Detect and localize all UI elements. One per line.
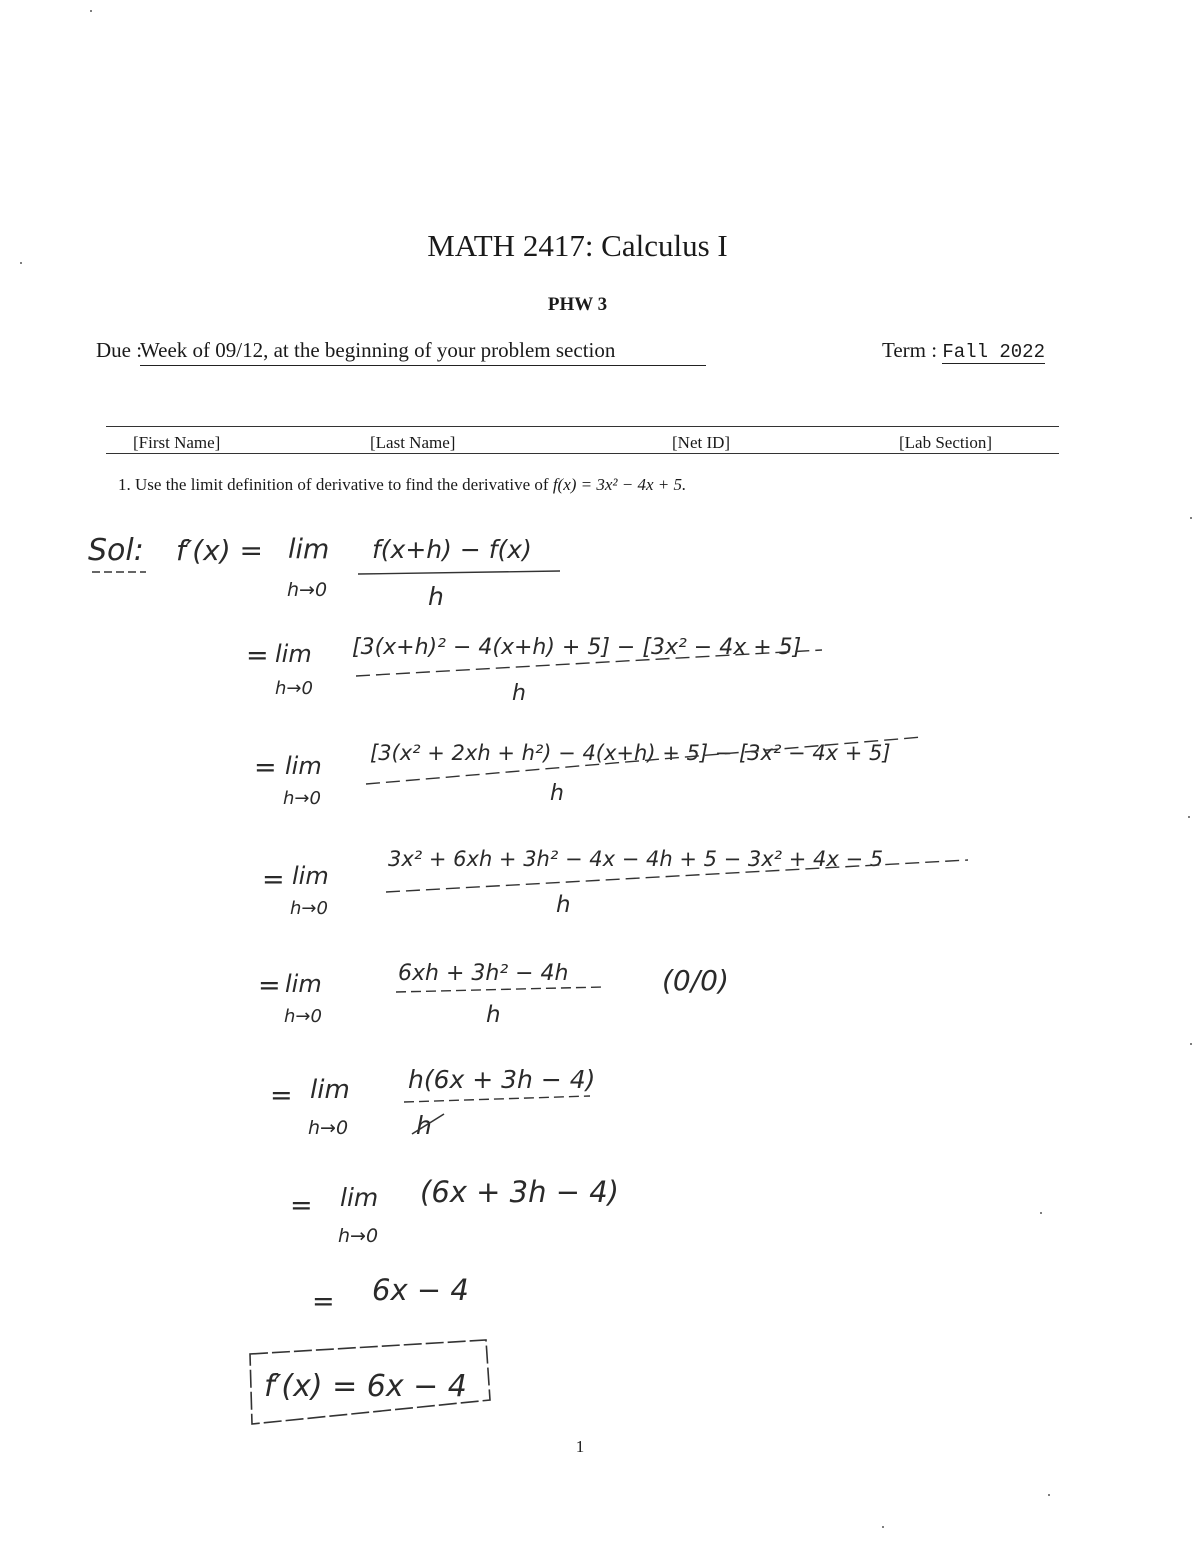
scan-speck [90, 10, 92, 12]
question-1-function: f(x) = 3x² − 4x + 5. [552, 475, 687, 494]
step-2-numerator: [3(x+h)² − 4(x+h) + 5] − [3x² − 4x + 5] [352, 635, 802, 660]
step-5-numerator: 6xh + 3h² − 4h [398, 961, 569, 986]
scan-speck [1190, 517, 1192, 519]
step-6-sub: h→0 [308, 1117, 349, 1139]
step-2-lhs: = [246, 640, 269, 671]
due-text: Week of 09/12, at the beginning of your problem section [140, 338, 706, 366]
final-answer: f′(x) = 6x − 4 [264, 1369, 467, 1404]
step-4-lhs: = [262, 864, 285, 895]
last-name-field: [Last Name] [370, 433, 456, 452]
page-number: 1 [575, 1437, 585, 1456]
step-3-sub: h→0 [283, 788, 321, 809]
scan-speck [1040, 1212, 1042, 1214]
step-2-denominator: h [512, 681, 526, 706]
step-8-expression: 6x − 4 [372, 1273, 469, 1307]
step-1-numerator: f(x+h) − f(x) [372, 535, 532, 564]
step-7-lim: lim [340, 1183, 379, 1212]
step-3-denominator: h [550, 781, 564, 806]
step-4-lim: lim [292, 862, 329, 890]
first-name-field: [First Name] [133, 433, 221, 452]
step-7-sub: h→0 [338, 1225, 379, 1247]
step-4-sub: h→0 [290, 898, 328, 919]
step-2-lim: lim [275, 640, 312, 668]
step-5-fraction-bar [396, 987, 602, 992]
question-1-text: 1. Use the limit definition of derivative to find the derivative of [118, 475, 553, 494]
step-1-denominator: h [428, 582, 444, 611]
step-7-expression: (6x + 3h − 4) [420, 1175, 619, 1209]
step-4-denominator: h [556, 892, 571, 918]
lab-section-field: [Lab Section] [899, 433, 992, 452]
term-value: Fall 2022 [942, 341, 1045, 363]
step-5-sub: h→0 [284, 1006, 322, 1027]
term-label: Term : [882, 338, 938, 362]
step-3-lim: lim [285, 752, 322, 780]
step-2-sub: h→0 [275, 678, 313, 699]
step-6-lim: lim [310, 1075, 350, 1105]
step-5-denominator: h [486, 1002, 501, 1028]
step-1-lim: lim [288, 534, 330, 565]
scan-speck [20, 262, 22, 264]
step-1-lhs: f′(x) = [176, 534, 263, 567]
step-7-lhs: = [290, 1190, 313, 1221]
step-1-fraction-bar [358, 571, 560, 574]
step-4-numerator: 3x² + 6xh + 3h² − 4x − 4h + 5 − 3x² + 4x − 5 [388, 847, 884, 871]
scan-speck [1188, 816, 1190, 818]
step-5-indeterminate-note: (0/0) [662, 964, 729, 997]
assignment-title: PHW 3 [547, 294, 608, 315]
scan-speck [1048, 1494, 1050, 1496]
step-6-fraction-bar [404, 1096, 590, 1102]
due-label: Due : [96, 338, 143, 362]
step-3-numerator: [3(x² + 2xh + h²) − 4(x+h) + 5] − [3x² − 4x + 5] [370, 741, 891, 765]
step-1-sub: h→0 [287, 579, 328, 601]
step-5-lim: lim [285, 970, 322, 998]
course-title: MATH 2417: Calculus I [427, 228, 728, 263]
step-6-numerator: h(6x + 3h − 4) [408, 1065, 596, 1094]
step-3-lhs: = [254, 752, 277, 783]
step-8-lhs: = [312, 1286, 335, 1317]
scan-speck [882, 1526, 884, 1528]
sol-label: Sol: [88, 533, 144, 568]
net-id-field: [Net ID] [672, 433, 731, 452]
step-5-lhs: = [258, 970, 281, 1001]
step-6-lhs: = [270, 1080, 293, 1111]
step-6-denominator: h [416, 1111, 432, 1140]
scan-speck [1190, 1043, 1192, 1045]
